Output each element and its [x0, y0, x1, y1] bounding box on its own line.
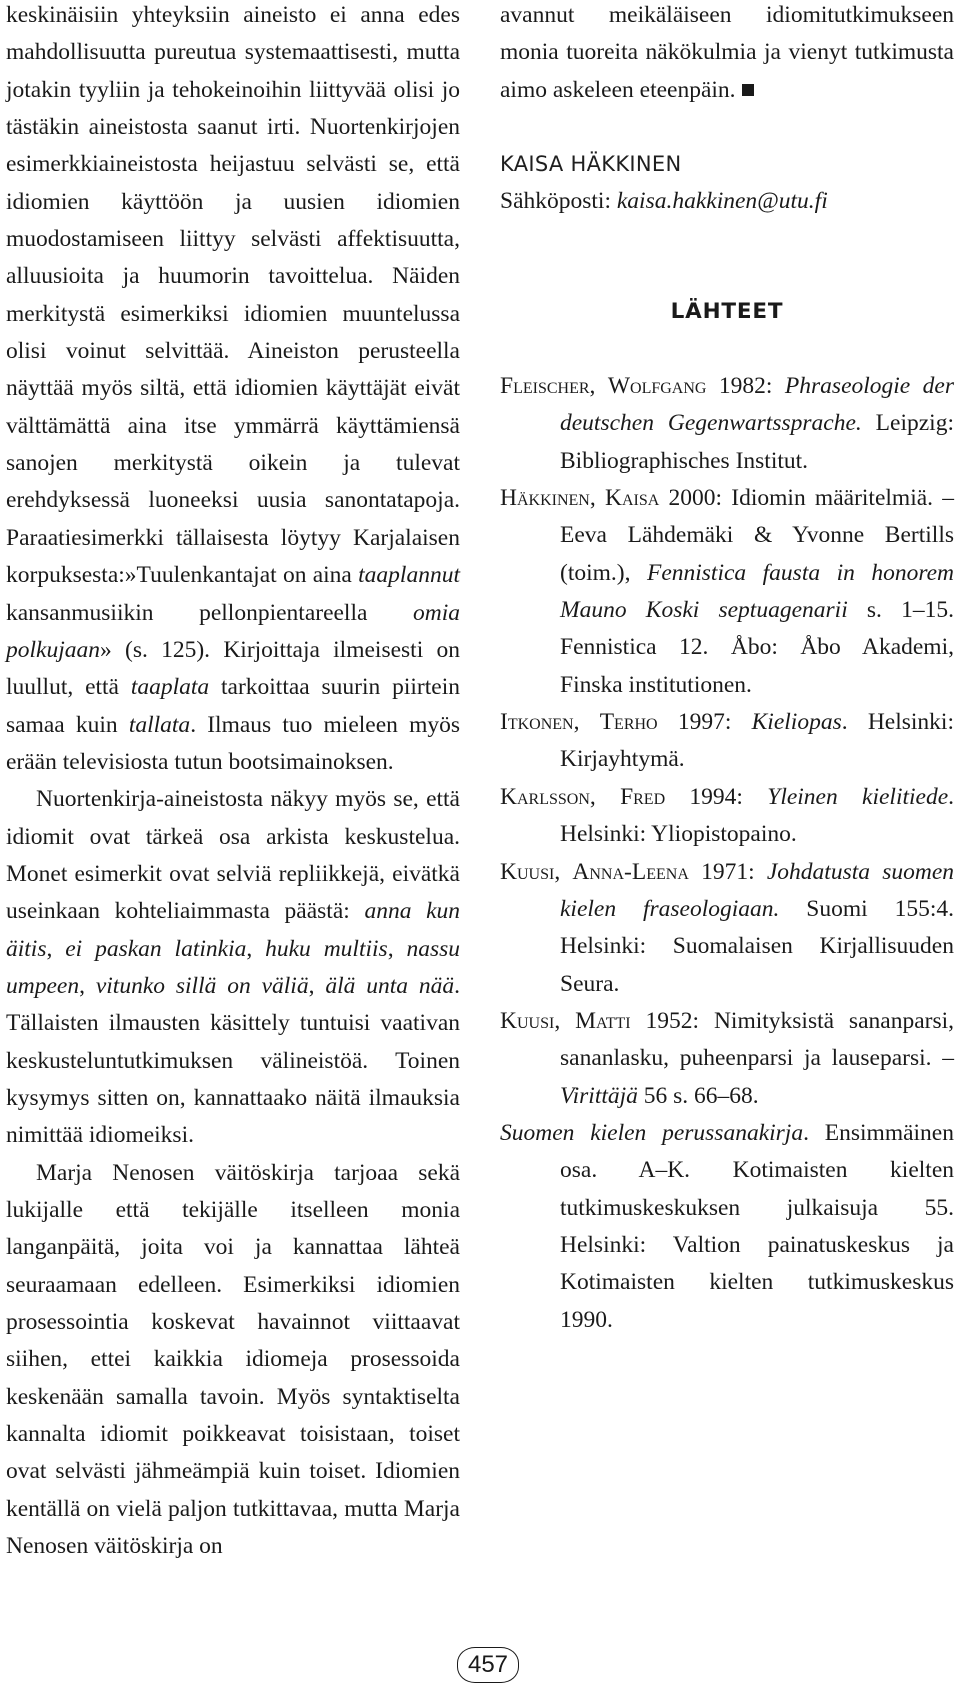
- paragraph-text: . Tällaisten ilmausten käsittely tuntuisi vaativan keskusteluntutkimuksen välineistöä. Toinen kysymys sitten on, kannattaako näitä ilmauksia nimittää idiomeiksi.: [6, 972, 461, 1149]
- paragraph: [6, 781, 460, 1154]
- italic-term: tallata: [128, 711, 191, 738]
- ref-rest: . Helsinki: Yliopistopaino.: [560, 783, 955, 848]
- ref-sep: ,: [589, 485, 605, 512]
- paragraph: [500, 0, 954, 109]
- paragraph-text: ,: [387, 935, 407, 962]
- paragraph-text: ,: [46, 935, 66, 962]
- ref-year: 1994:: [665, 783, 768, 810]
- paragraph-text: Nuortenkirja-aineistosta näkyy myös se, että idiomit ovat tärkeä osa arkista keskustelua. Monet esimerkit ovat selviä repliikkejä, eivätkä useinkaan kohteliaimmasta päästä:: [6, 786, 460, 925]
- email-address: kaisa.hakkinen@utu.fi: [616, 188, 828, 215]
- paragraph: [6, 1155, 460, 1566]
- page-number: 457: [457, 1647, 519, 1683]
- italic-term: anna kun äitis: [6, 898, 461, 962]
- ref-rest: . Helsinki: Kirjayhtymä.: [560, 709, 954, 773]
- ref-rest: Suomi 155:4. Helsinki: Suomalaisen Kirjallisuuden Seura.: [560, 895, 954, 997]
- ref-rest: s. 1–15. Fennistica 12. Åbo: Åbo Akademi, Finska institutionen.: [560, 597, 954, 698]
- ref-title: Suomen kielen perussanakirja: [500, 1119, 804, 1146]
- ref-author: Karlsson: [500, 783, 590, 810]
- ref-author: Kuusi: [500, 1007, 555, 1034]
- paragraph-text: keskinäisiin yhteyksiin aineisto ei anna edes mahdollisuutta pureutua systemaattisesti, mutta jotakin tyyliin ja tehokeinoihin liittyvää olisi jo tästäkin aineistosta saanut irti. Nuortenkirjojen esimerkkiaineistosta heijastuu selvästi se, että idiomien käyttöön ja uusien idiomien muodostamiseen liittyy selvästi affektisuutta, alluusioita ja huumorin tavoittelua. Näiden merkitystä esimerkiksi idiomien muuntelussa olisi voinut selvittää. Aineiston perusteella näyttää myös siltä, että idiomien käyttäjät eivät välttämättä aina itse ymmärrä käyttämiensä sanojen merkitystä oikein ja tulevat erehdyksessä luoneeksi uusia sanontatapoja. Paraatiesimerkki tällaisesta löytyy Karjalaisen korpuksesta:»Tuulenkantajat on aina: [6, 2, 460, 589]
- paragraph: [6, 0, 460, 781]
- ref-title: Fennistica fausta in honorem Mauno Koski septuagenarii: [560, 559, 954, 624]
- paragraph-text: » (s. 125). Kirjoittaja ilmeisesti on luullut, että: [6, 636, 460, 701]
- paragraph-text: ,: [79, 972, 96, 999]
- ref-author: Fleischer: [500, 373, 590, 400]
- italic-term: taaplata: [130, 674, 210, 701]
- ref-year: 1971:: [688, 858, 767, 885]
- ref-title: Johdatusta suomen kielen fraseologiaan.: [560, 858, 955, 922]
- author-email: [500, 183, 954, 220]
- ref-year: 1997:: [657, 709, 752, 736]
- paragraph-text: ,: [246, 935, 266, 962]
- italic-term: nassu umpeen: [6, 935, 460, 999]
- paragraph-text: tarkoittaa suurin piirtein samaa kuin: [6, 674, 460, 738]
- italic-term: älä unta nää: [325, 972, 455, 999]
- ref-year: 1952:: [630, 1007, 714, 1034]
- ref-rest: . Ensimmäinen osa. A–K. Kotimaisten kielten tutkimuskeskuksen julkaisuja 55. Helsinki: Valtion painatuskeskus ja Kotimaisten kielten tutkimuskeskus 1990.: [560, 1119, 954, 1333]
- ref-author: Anna-Leena: [572, 858, 689, 885]
- ref-author: Kaisa: [604, 485, 660, 512]
- ref-title: Yleinen kielitiede: [767, 783, 949, 810]
- reference-item: [500, 854, 954, 1003]
- paragraph-text: . Ilmaus tuo mieleen myös erään televisiosta tutun bootsimainoksen.: [6, 711, 460, 775]
- references-heading: LÄHTEET: [670, 299, 784, 325]
- paragraph-text: kansanmusiikin pellonpientareella: [6, 599, 413, 626]
- reference-item: [500, 779, 954, 854]
- ref-sep: ,: [573, 709, 600, 736]
- ref-author: Kuusi: [500, 858, 555, 885]
- italic-term: omia polkujaan: [6, 599, 460, 663]
- ref-sep: ,: [589, 373, 608, 400]
- ref-author: Itkonen: [500, 709, 574, 736]
- reference-item: [500, 1115, 954, 1339]
- paragraph-text: avannut meikäläiseen idiomitutkimukseen monia tuoreita näkökulmia ja vienyt tutkimusta aimo askeleen eteenpäin.: [500, 2, 954, 103]
- end-mark-icon: [742, 84, 754, 96]
- ref-author: Terho: [599, 709, 658, 736]
- references-list: [500, 368, 954, 1339]
- ref-title: Kieliopas: [751, 709, 842, 736]
- italic-term: vitunko sillä on väliä: [95, 972, 309, 999]
- reference-item: [500, 704, 954, 779]
- ref-author: Wolfgang: [607, 373, 707, 400]
- ref-text: Nimityksistä sananparsi, sananlasku, puheenparsi ja lauseparsi. –: [560, 1007, 954, 1072]
- paragraph-text: Marja Nenosen väitöskirja tarjoaa sekä lukijalle että tekijälle itselleen monia langanpäitä, joita voi ja kannattaa lähteä seuraamaan edelleen. Esimerkiksi idiomien prosessointia koskevat havainnot viittaavat siihen, ettei kaikkia idiomeja prosessoida keskenään samalla tavoin. Myös syntaktiselta kannalta idiomit poikkeavat toisistaan, toiset ovat selvästi jähmeämpiä kuin toiset. Idiomien kentällä on vielä paljon tutkittavaa, mutta Marja Nenosen väitöskirja on: [6, 1159, 460, 1560]
- ref-year: 2000:: [659, 485, 732, 512]
- ref-title: Virittäjä: [560, 1082, 638, 1109]
- reference-item: [500, 1003, 954, 1115]
- italic-term: huku multiis: [265, 935, 388, 962]
- ref-rest: Leipzig: Bibliographisches Institut.: [560, 410, 954, 474]
- ref-title: Phraseologie der deutschen Gegenwartssprache.: [560, 373, 955, 437]
- italic-term: taaplannut: [358, 562, 460, 589]
- ref-sep: ,: [554, 1007, 576, 1034]
- email-label: Sähköposti:: [500, 188, 617, 215]
- reference-item: [500, 480, 954, 704]
- author-signature: [500, 146, 954, 220]
- paragraph-text: ,: [308, 972, 326, 999]
- right-column: [500, 0, 954, 1339]
- ref-sep: ,: [554, 858, 573, 885]
- ref-year: 1982:: [706, 373, 785, 400]
- author-name: KAISA HÄKKINEN: [500, 152, 682, 177]
- ref-text: Idiomin määritelmiä. – Eeva Lähdemäki & Yvonne Bertills (toim.),: [560, 485, 955, 586]
- left-column: [6, 0, 460, 1565]
- ref-sep: ,: [589, 783, 621, 810]
- italic-term: ei paskan latinkia: [65, 935, 247, 962]
- reference-item: [500, 368, 954, 480]
- ref-author: Fred: [620, 783, 666, 810]
- ref-rest: 56 s. 66–68.: [637, 1082, 759, 1109]
- ref-author: Matti: [575, 1007, 631, 1034]
- ref-author: Häkkinen: [500, 485, 590, 512]
